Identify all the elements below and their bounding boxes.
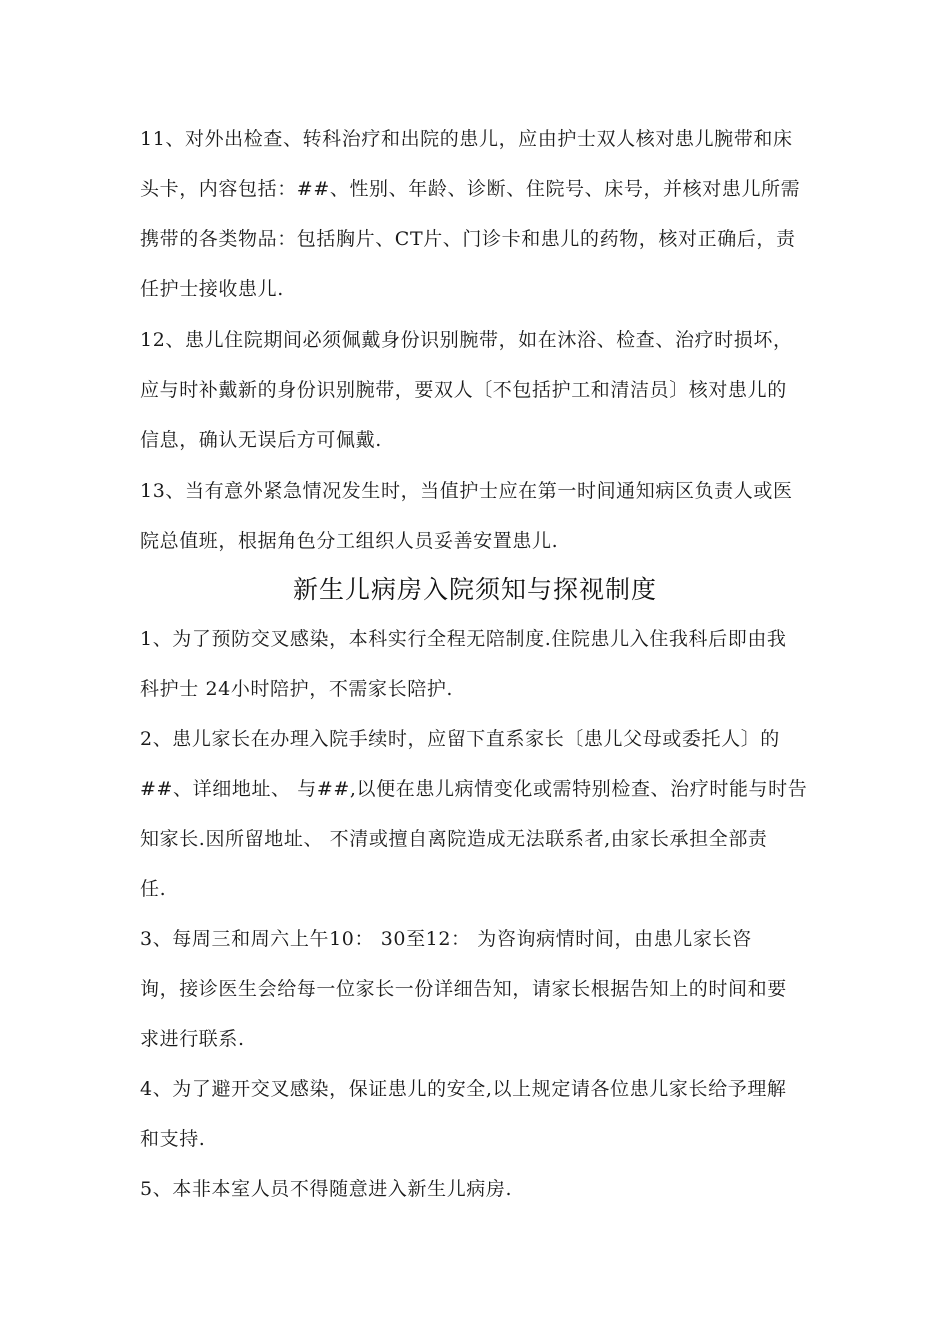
text-line: 2、患儿家长在办理入院手续时，应留下直系家长〔患儿父母或委托人〕的: [140, 728, 780, 750]
text-line: 12、患儿住院期间必须佩戴身份识别腕带，如在沐浴、检查、治疗时损坏，: [140, 329, 793, 351]
text-line: ##、详细地址、 与##,以便在患儿病情变化或需特别检查、治疗时能与时告: [140, 778, 808, 800]
text-line: 13、当有意外紧急情况发生时，当值护士应在第一时间通知病区负责人或医: [140, 480, 793, 502]
text-line: 11、对外出检查、转科治疗和出院的患儿，应由护士双人核对患儿腕带和床: [140, 128, 793, 150]
text-line: 头卡，内容包括：##、性别、年龄、诊断、住院号、床号，并核对患儿所需: [140, 178, 801, 200]
text-line: 院总值班，根据角色分工组织人员妥善安置患儿.: [140, 530, 559, 552]
text-line: 任.: [140, 878, 167, 900]
text-line: 5、本非本室人员不得随意进入新生儿病房.: [140, 1178, 513, 1200]
text-line: 3、每周三和周六上午10： 30至12： 为咨询病情时间，由患儿家长咨: [140, 928, 752, 950]
text-line: 4、为了避开交叉感染，保证患儿的安全,以上规定请各位患儿家长给予理解: [140, 1078, 787, 1100]
text-line: 询，接诊医生会给每一位家长一份详细告知，请家长根据告知上的时间和要: [140, 978, 787, 1000]
text-line: 应与时补戴新的身份识别腕带，要双人〔不包括护工和清洁员〕核对患儿的: [140, 379, 787, 401]
text-line: 1、为了预防交叉感染，本科实行全程无陪制度.住院患儿入住我科后即由我: [140, 628, 787, 650]
text-line: 知家长.因所留地址、 不清或擅自离院造成无法联系者,由家长承担全部责: [140, 828, 768, 850]
text-line: 信息，确认无误后方可佩戴.: [140, 429, 382, 451]
text-line: 求进行联系.: [140, 1028, 245, 1050]
section-heading: 新生儿病房入院须知与探视制度: [292, 575, 657, 604]
text-line: 任护士接收患儿.: [140, 278, 284, 300]
text-line: 携带的各类物品：包括胸片、CT片、门诊卡和患儿的药物，核对正确后，责: [140, 228, 796, 250]
text-line: 科护士 24小时陪护，不需家长陪护.: [140, 678, 454, 700]
text-line: 和支持.: [140, 1128, 206, 1150]
